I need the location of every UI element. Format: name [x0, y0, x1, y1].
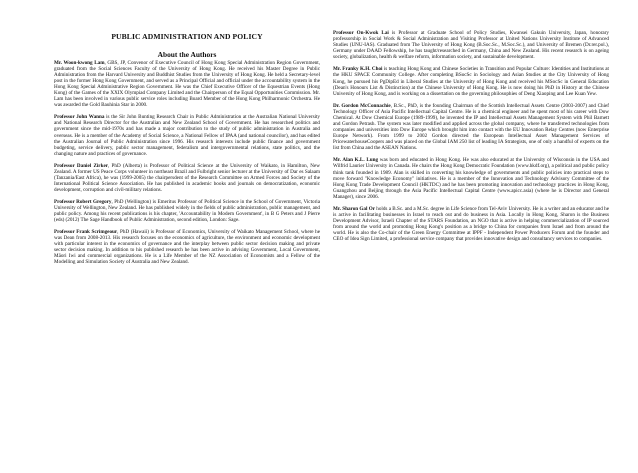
section-title: About the Authors	[157, 50, 217, 59]
author-text: is Professor at Graduate School of Policy Studies, Kwansei Gakuin University, Japan, honorary professorship in Social Work & Social Administration and Visiting Professor at United Nations University Institute of Advanced Studies (UNU-IAS). Graduated from The University of Hong Kong (B.Soc.Sc., M.Soc.Sc.), and University of Bremen (Dr.rer.pol.), Germany under DAAD Fellowship, he has taught/researched in Germany, China and New Zealand. His recent research is on ageing society, globalization, health & welfare reform, information society, and sustainable development.	[333, 30, 609, 61]
author-name: Mr. Franky K.H. Choi	[333, 66, 383, 73]
author-text: was born and educated in Hong Kong. He was also educated at the University of Wisconsin in the USA and Wilfrid Laurier University in Canada. He chairs the Hong Kong Democratic Foundation (www.hkdf.org), a political and public policy think tank founded in 1989. Alan is skilled in converting his knowledge of governments and public policies into practical steps to move forward "Knowledge Economy" initiatives. He is a member of the Innovation and Technology Advisory Committee of the Hong Kong Trade Development Council (HKTDC) and he has been promoting innovation and technology practices in Hong Kong, Guangzhou and Beijing through the Asia Pacific Intellectual Capital Centre (www.apicc.asia) (where he is Director and General Manager), since 2006.	[333, 157, 609, 200]
author-text: , PhD (Wellington) is Emeritus Professor of Political Science in the School of Government, Victoria University of Wellington, New Zealand. He has published widely in the fields of public administration, public management, and public policy. Among his recent publications is his chapter, 'Accountability in Modern Government', in B G Peters and J Pierre (eds) (2012) The Sage Handbook of Public Administration, second edition, London: Sage.	[54, 198, 320, 224]
author-text: is the Sir John Bunting Research Chair in Public Administration at the Australian National University and National Research Director for the Australian and New Zealand School of Government. He has researched politics and government since the mid-1970s and has made a major contribution to the study of public administration in Australia and overseas. He is a member of the Academy of Social Science, a National Fellow of IPAA (and national councilor), and has edited the Australian Journal of Public Administration since 1996. His research interests include public finance and government budgeting, service delivery, public sector management, federalism and intergovernmental relations, state politics, and the changing nature and practices of governance.	[54, 114, 320, 157]
author-text: , PhD (Alberta) is Professor of Political Science at the University of Waikato, in Hamilton, New Zealand. A former US Peace Corps volunteer in northeast Brazil and Fulbright senior lecturer at the University of Dar es Salaam (Tanzania/East Africa), he was (1999-2005) the chairpersdent of the Research Committee on Armed Forces and Society of the International Political Science Association. He has published in academic books and journals on democratization, economic development, corruption and civil-military relations.	[54, 162, 320, 193]
author-name: Mr. Sharon Gal Or	[333, 205, 375, 212]
author-bio	[333, 30, 609, 60]
author-bio	[333, 103, 609, 151]
author-name: Professor Daniel Zirker	[54, 162, 109, 169]
author-name: Professor Robert Gregory	[54, 198, 112, 205]
left-column	[54, 30, 320, 271]
author-name: Mr. Woon-kwong Lam	[54, 60, 105, 66]
author-bio	[54, 163, 320, 193]
author-name: Mr. Alan K.L. Lung	[333, 157, 379, 164]
author-bio	[333, 206, 609, 242]
author-text: , GBS, JP, Convenor of Executive Council of Hong Kong Special Administration Region Government, graduated from the Social Sciences Faculty of the University of Hong Kong. He received his Master Degree in Public Administration from the Harvard University and Buddhist Studies from the University of Hong Kong. He held a Secretary-level post in the former Hong Kong Government, and served as a Principal Official and official under the accountability system in the Hong Kong Special Administrative Region Government. He was the Chief Executive Officer of the Equestrian Events (Hong Kong) of the Games of the XXIX Olympiad Company Limited and the Chairperson of the Equal Opportunities Commission. Mr. Lam has been involved in various public service roles including Board Member of the Hong Kong Philharmonic Orchestra. He was awarded the Gold Bauhinia Star in 2000.	[54, 60, 321, 109]
author-bio	[54, 114, 320, 156]
author-name: Dr. Gordon McConnachie	[333, 102, 391, 109]
author-bio	[333, 157, 609, 199]
right-column	[333, 30, 609, 248]
author-bio	[54, 60, 320, 108]
author-bio	[54, 199, 320, 223]
author-name: Professor Frank Scrimgeour	[54, 229, 118, 236]
author-text: holds a B.Sc. and a M.Sc. degree in Life Science from Tel-Aviv University. He is a writer and an educator and he is active in facilitating businesses in Israel to reach out and do business in Asia. Locally in Hong Kong, Sharon is the Business Development Advisor, Israeli Chapter of the STARS Foundation, an NGO that is active in helping commercialization of IP sourced from around the world and promoting Hong Kong's position as a bridge to China for companies from Israel and from around the world. He is also the Co-chair of the Green Energy Committee at IPPF - Independent Power Producers Forum and the founder and CEO of Idea Sign Limited, a professional service company that provides innovative design and consultancy services to companies.	[333, 205, 609, 243]
author-text: , PhD (Hawaii) is Professor of Economics, University of Waikato Management School, where he was Dean from 2008-2013. His research focuses on the economics of agriculture, the environment and economic development with particular interest in the economics of governance and the interplay between public sector decision making and private sector decision making. In addition to his published research he has been active in advising Government, Local Government, Māori Iwi and commercial organizations. He is a Life Member of the NZ Association of Economists and a Fellow of the Modelling and Simulation Society of Australia and New Zealand.	[54, 229, 320, 266]
author-bio	[54, 229, 320, 265]
author-bio	[333, 66, 609, 96]
author-name: Professor John Wanna	[54, 114, 105, 121]
author-name: Professor On-Kwok Lai	[333, 30, 389, 36]
author-text: , B.Sc., PhD, is the founding Chairman of the Scottish Intellectual Assets Centre (2003-2007) and Chief Technology Officer of Asia Pacific Intellectual Capital Centre. He is a chemical engineer and he spent most of his career with Dow Chemical. At Dow Chemical Europe (1989-1999), he invented the IP and Intellectual Assets Management System with Phil Barnett and Gordon Petrash. The system was later modified and applied across the global company, where he transferred technologies from companies and universities into Dow Europe which brought him into contact with the EU Innovation Relay Centres (now Enterprise Europe Network). From 1999 to 2002 Gordon directed the European Intellectual Asset Management Services of PricewaterhouseCoopers and was placed on the Global IAM 250 list of leading IA Strategists, one of only a handful of experts on the list from China and the ASEAN Nations.	[333, 102, 609, 152]
document-title: PUBLIC ADMINISTRATION AND POLICY	[111, 32, 263, 41]
author-text: is teaching Hong Kong and Chinese Societies in Transition and Popular Culture: Identities and Institutions at the HKU SPACE Community College. After completing BSocSc in Sociology and Asian Studies at the City University of Hong Kong, he pursued his PgDipEd in Liberal Studies at the University of Hong Kong and received his MSocSc in General Education (Dean's Honours List & Distinction) at the Chinese University of Hong Kong. He is now doing his PhD in History at the Chinese University of Hong Kong, and is working on a dissertation on the governing philosophies of Deng Xiaoping and Lee Kuan Yew.	[333, 66, 609, 97]
